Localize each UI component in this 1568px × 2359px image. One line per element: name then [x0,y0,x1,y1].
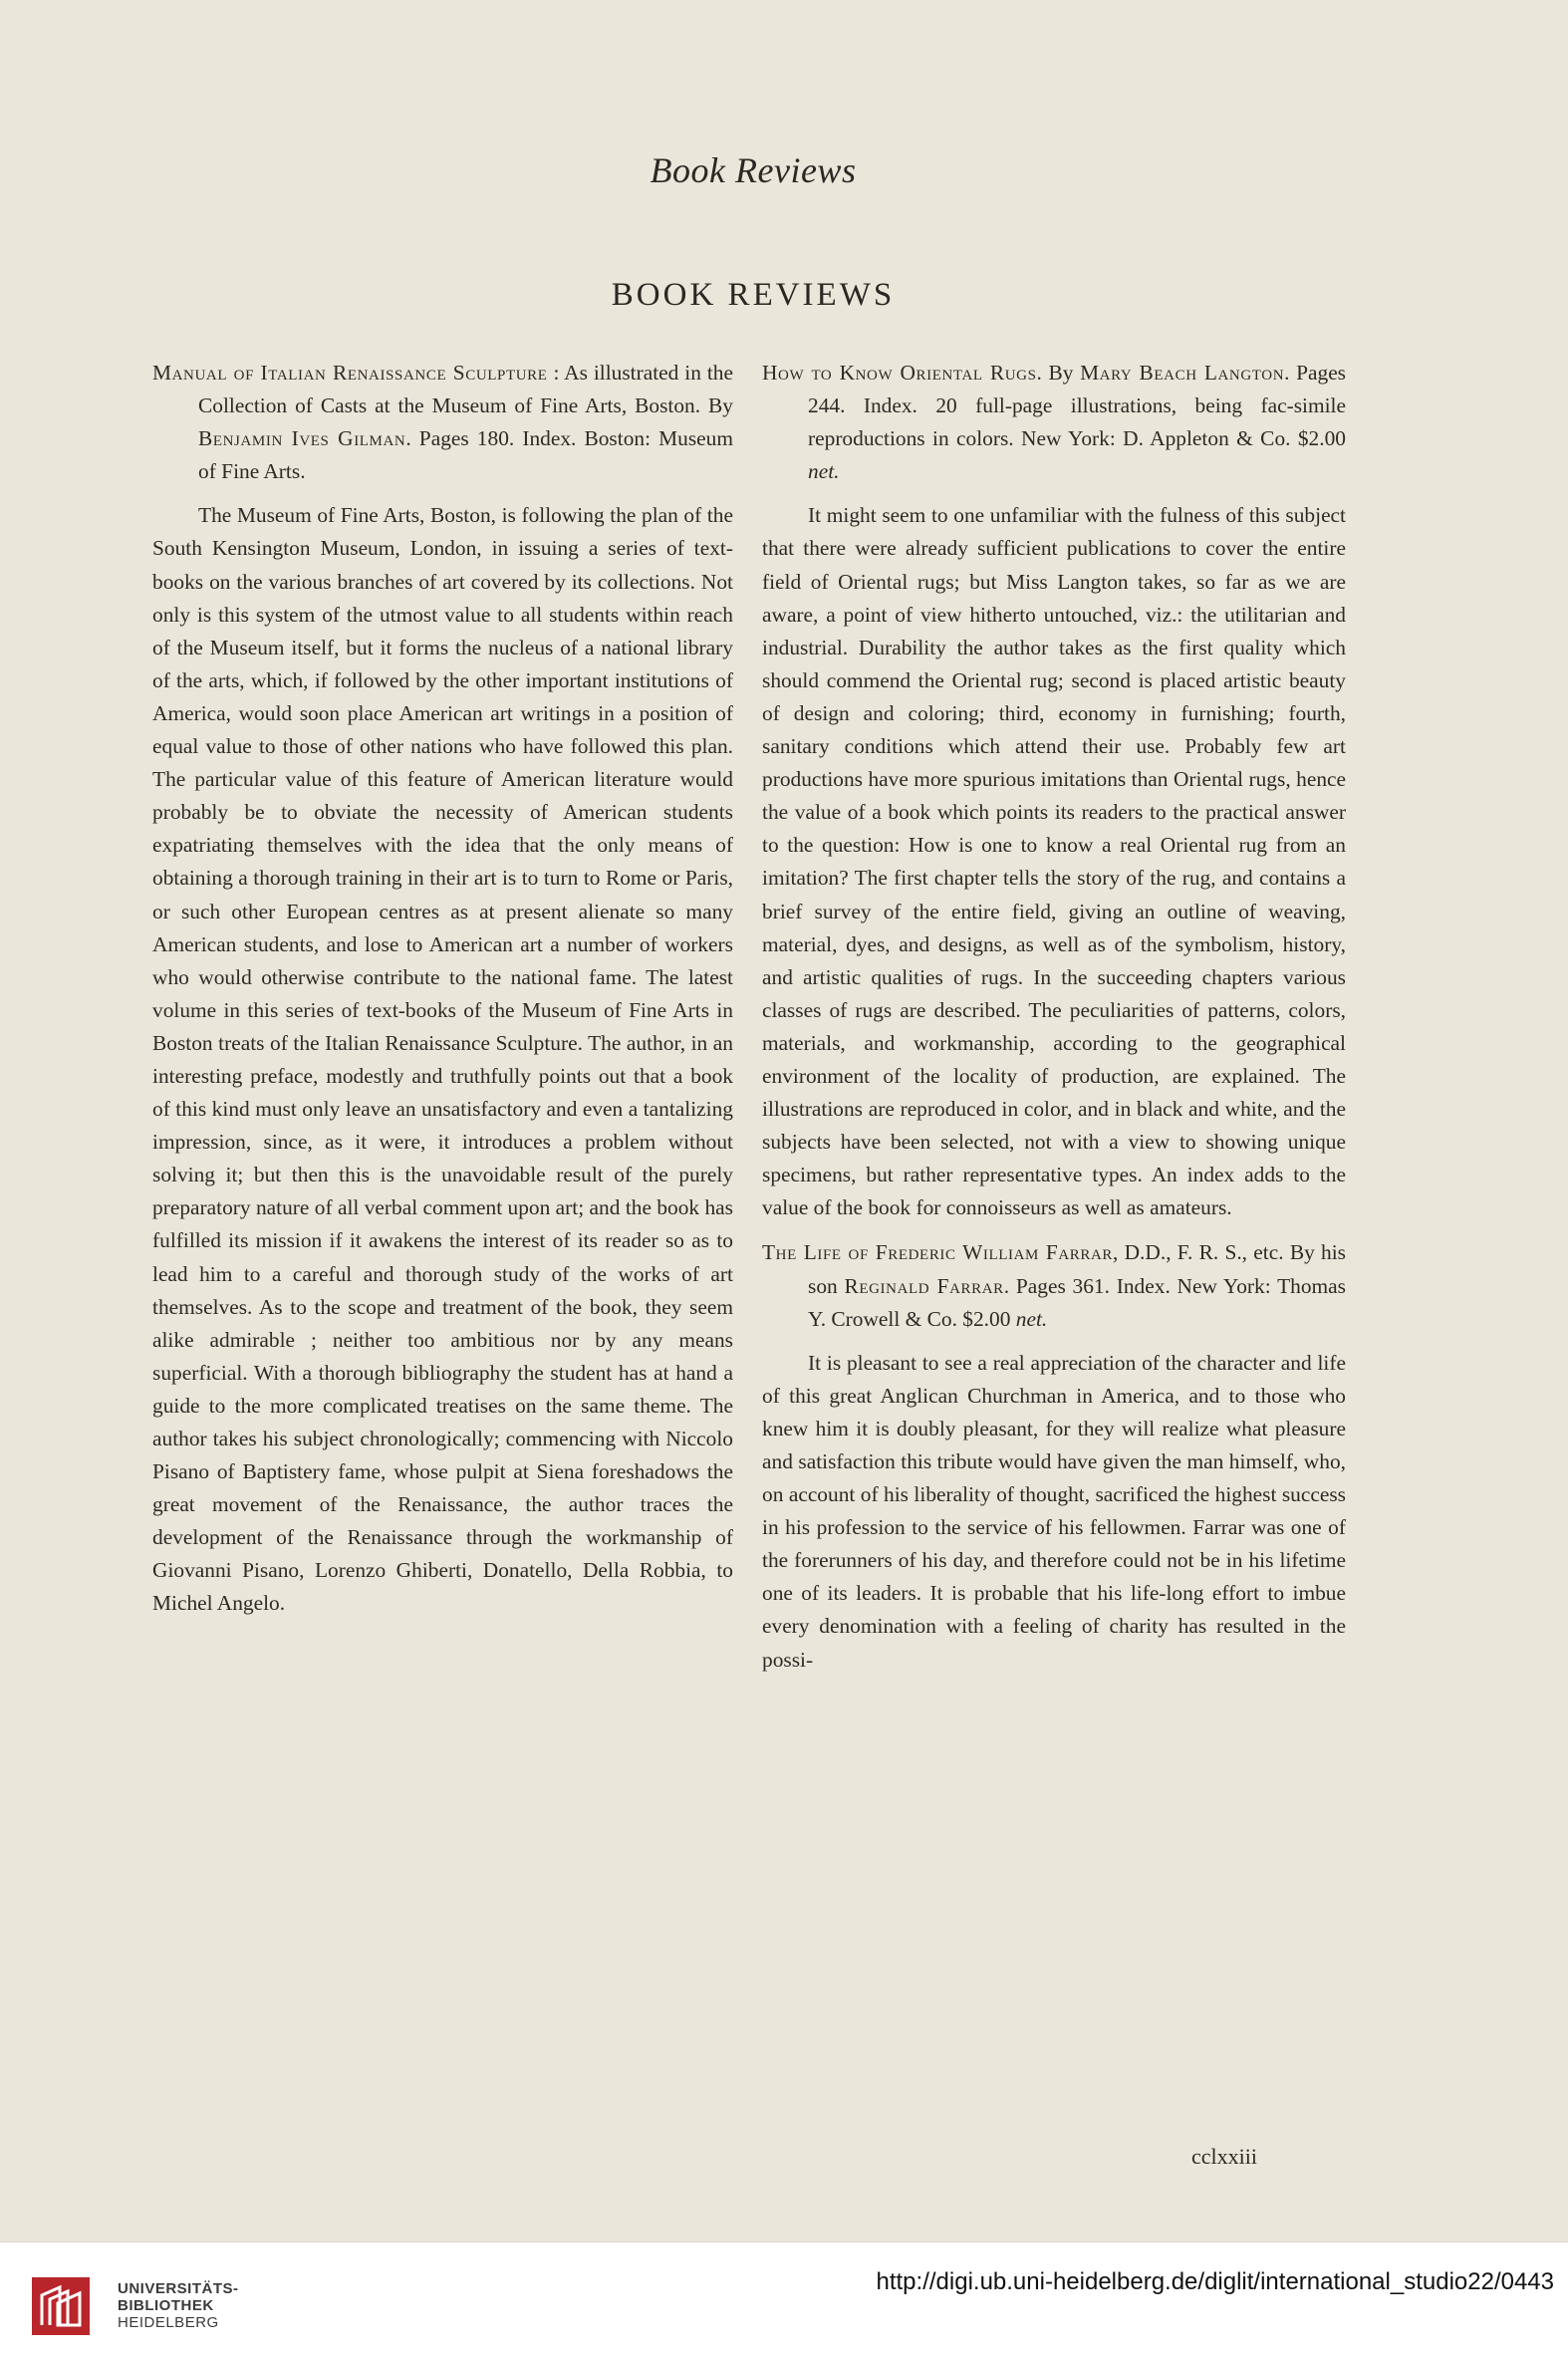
page-number: cclxxiii [1191,2144,1257,2169]
author-name: Benjamin Ives Gilman [198,426,406,451]
heading-text: : As illustrated in the Collection of Casts at the Museum of Fine Arts, Boston. By [198,361,733,418]
publication-details: . Pages 244. Index. 20 full-page illustrations, being fac-simile reproductions in colors. New York: D. Appleton & Co. $2.00 [808,361,1347,451]
author-name: Reginald Farrar [844,1273,1004,1298]
price-note: net. [1015,1306,1048,1331]
library-line-3: HEIDELBERG [118,2314,219,2331]
review-body: It is pleasant to see a real appreciation of the character and life of this great Anglican Churchman in America, and to those who knew him it is doubly pleasant, for they will realize what pleasure and satisfaction this tribute would have given the man himself, who, on account of his liberality of thought, sacrificed the highest success in his profession to the service of his fellowmen. Farrar was one of the forerunners of his day, and therefore could not be in his lifetime one of its leaders. It is probable that his life-long effort to imbue every denomination with a feeling of charity has resulted in the possi- [762,1350,1346,1672]
running-head: Book Reviews [650,150,857,190]
author-name: Mary Beach Langton [1080,361,1285,385]
publication-details: . Pages 361. Index. New York: Thomas Y. Crowell & Co. $2.00 [808,1273,1346,1331]
review-heading [152,357,733,488]
footer-bar [0,2241,1568,2359]
price-note: net. [808,459,840,484]
publication-details: . Pages 180. Index. Boston: Museum of Fine Arts. [198,426,733,484]
section-title: BOOK REVIEWS [611,277,896,313]
book-title: The Life of Frederic William Farrar [762,1240,1113,1265]
library-name [118,2280,239,2331]
library-line-1: UNIVERSITÄTS- [118,2280,239,2297]
heading-text: , D.D., F. R. S., etc. By his son [808,1240,1346,1298]
review-italian-sculpture [152,357,733,1621]
source-url[interactable]: http://digi.ub.uni-heidelberg.de/diglit/international_studio22/0443 [876,2268,1554,2295]
heading-text: . By [1036,361,1081,385]
left-column [152,357,733,1633]
review-body: The Museum of Fine Arts, Boston, is following the plan of the South Kensington Museum, London, in issuing a series of text-books on the various branches of art covered by its collections. Not only is this system of the utmost value to all students within reach of the Museum itself, but it forms the nucleus of a national library of the arts, which, if followed by the other important institutions of America, would soon place American art writings in a position of equal value to those of other nations who have followed this plan. The particular value of this feature of American literature would probably be to obviate the necessity of American students expatriating themselves with the idea that the only means of obtaining a thorough training in their art is to turn to Rome or Paris, or such other European centres as at present alienate so many American students, and lose to American art a number of workers who would otherwise contribute to the national fame. The latest volume in this series of text-books of the Museum of Fine Arts in Boston treats of the Italian Renaissance Sculpture. The author, in an interesting preface, modestly and truthfully points out that a book of this kind must only leave an unsatisfactory and even a tantalizing impression, since, as it were, it introduces a problem without solving it; but then this is the unavoidable result of the purely preparatory nature of all verbal comment upon art; and the book has fulfilled its mission if it awakens the interest of its reader so as to lead him to a careful and thorough study of the works of art themselves. As to the scope and treatment of the book, they seem alike admirable ; neither too ambitious nor by any means superficial. With a thorough bibliography the student has at hand a guide to the more complicated treatises on the same theme. The author takes his subject chronologically; commencing with Niccolo Pisano of Baptistery fame, whose pulpit at Siena foreshadows the great movement of the Renaissance, the author traces the development of the Renaissance through the workmanship of Giovanni Pisano, Lorenzo Ghiberti, Donatello, Della Robbia, to Michel Angelo. [152,503,733,1616]
review-oriental-rugs [762,357,1346,1224]
university-library-logo-icon [30,2275,92,2337]
library-line-2: BIBLIOTHEK [118,2297,214,2314]
review-body: It might seem to one unfamiliar with the fulness of this subject that there were already sufficient publications to cover the entire field of Oriental rugs; but Miss Langton takes, so far as we are aware, a point of view hitherto untouched, viz.: the utilitarian and industrial. Durability the author takes as the first quality which should commend the Oriental rug; second is placed artistic beauty of design and coloring; third, economy in furnishing; fourth, sanitary conditions which attend their use. Probably few art productions have more spurious imitations than Oriental rugs, hence the value of a book which points its readers to the practical answer to the question: How is one to know a real Oriental rug from an imitation? The first chapter tells the story of the rug, and contains a brief survey of the entire field, giving an outline of weaving, material, dyes, and designs, as well as of the symbolism, history, and artistic qualities of rugs. In the succeeding chapters various classes of rugs are described. The peculiarities of patterns, colors, materials, and workmanship, according to the geographical environment of the locality of production, are explained. The illustrations are reproduced in color, and in black and white, and the subjects have been selected, not with a view to showing unique specimens, but rather representative types. An index adds to the value of the book for connoisseurs as well as amateurs. [762,503,1346,1220]
review-farrar-life [762,1236,1346,1676]
right-column [762,357,1346,1689]
review-heading [762,357,1346,488]
book-title: Manual of Italian Renaissance Sculpture [152,361,548,385]
review-heading [762,1236,1346,1335]
book-title: How to Know Oriental Rugs [762,361,1037,385]
